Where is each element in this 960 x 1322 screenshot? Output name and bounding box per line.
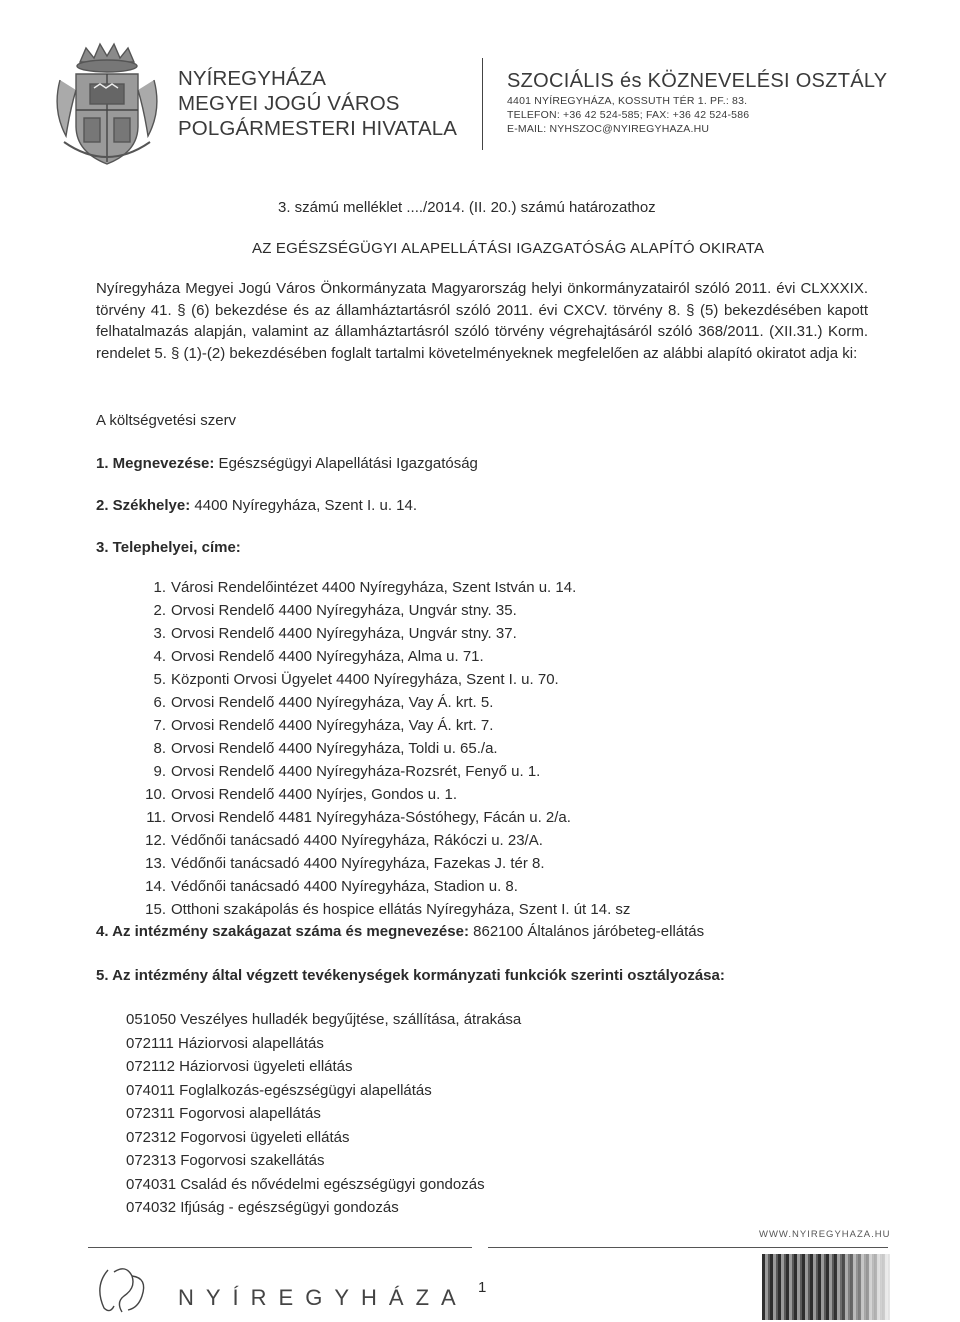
section-functions	[96, 967, 725, 984]
list-item: 072312 Fogorvosi ügyeleti ellátás	[126, 1128, 350, 1146]
website-url: WWW.NYIREGYHAZA.HU	[759, 1229, 891, 1240]
section-name	[96, 455, 478, 472]
page-number: 1	[478, 1279, 487, 1296]
item-number: 8.	[153, 740, 166, 757]
list-item	[96, 898, 630, 921]
item-text: Orvosi Rendelő 4400 Nyíregyháza, Alma u. 71.	[171, 648, 484, 665]
section-sector	[96, 923, 704, 940]
list-item: 072311 Fogorvosi alapellátás	[126, 1105, 321, 1122]
annex-reference: 3. számú melléklet ..../2014. (II. 20.) számú határozathoz	[278, 199, 656, 216]
item-text: Orvosi Rendelő 4400 Nyíregyháza, Vay Á. krt. 7.	[171, 717, 494, 734]
item-text: Orvosi Rendelő 4400 Nyírjes, Gondos u. 1.	[171, 786, 457, 803]
department-phone: TELEFON: +36 42 524-585; FAX: +36 42 524-586	[507, 109, 750, 121]
list-item	[96, 714, 630, 737]
item-number: 6.	[153, 694, 166, 711]
item-text: Védőnői tanácsadó 4400 Nyíregyháza, Rákóczi u. 23/A.	[171, 832, 543, 849]
seat-value: 4400 Nyíregyháza, Szent I. u. 14.	[190, 497, 418, 514]
section-sites	[96, 539, 241, 556]
footer-rule-right	[488, 1247, 888, 1248]
subject-heading: A költségvetési szerv	[96, 412, 237, 429]
list-item: 074011 Foglalkozás-egészségügyi alapellátás	[126, 1081, 432, 1099]
department-title: SZOCIÁLIS és KÖZNEVELÉSI OSZTÁLY	[507, 70, 888, 92]
list-item: 074031 Család és nővédelmi egészségügyi gondozás	[126, 1175, 485, 1193]
item-number: 4.	[153, 648, 166, 665]
list-item: 072313 Fogorvosi szakellátás	[126, 1152, 325, 1169]
item-number: 14.	[145, 878, 166, 895]
sites-list	[96, 576, 630, 921]
list-item	[96, 691, 630, 714]
functions-list	[126, 1008, 521, 1220]
list-item: 074032 Ifjúság - egészségügyi gondozás	[126, 1199, 399, 1216]
department-email: E-MAIL: NYHSZOC@NYIREGYHAZA.HU	[507, 123, 710, 135]
item-number: 7.	[153, 717, 166, 734]
sector-label: 4. Az intézmény szakágazat száma és megnevezése:	[96, 923, 469, 940]
item-text: Orvosi Rendelő 4400 Nyíregyháza, Ungvár stny. 35.	[171, 602, 517, 619]
item-text: Otthoni szakápolás és hospice ellátás Nyíregyháza, Szent I. út 14. sz	[171, 901, 631, 918]
org-line-3: POLGÁRMESTERI HIVATALA	[178, 117, 458, 140]
item-text: Védőnői tanácsadó 4400 Nyíregyháza, Fazekas J. tér 8.	[171, 855, 545, 872]
list-item	[96, 760, 630, 783]
intro-paragraph: Nyíregyháza Megyei Jogú Város Önkormányzata Magyarország helyi önkormányzatairól szóló 2011. évi CLXXXIX. törvény 41. § (6) bekezdése és az államháztartásról szóló 2011. évi CXCV. törvény 8. § (5) bekezdésében kapott felhatalmazás alapján, valamint az államháztartásról szóló törvény végrehajtásáról szóló 368/2011. (XII.31.) Korm. rendelet 5. § (1)-(2) bekezdésében foglalt tartalmi követelményeknek megfelelően az alábbi alapító okiratot adja ki:	[96, 280, 868, 362]
name-value: Egészségügyi Alapellátási Igazgatóság	[214, 455, 478, 472]
list-item	[96, 737, 630, 760]
list-item	[96, 576, 630, 599]
list-item	[96, 783, 630, 806]
org-line-2: MEGYEI JOGÚ VÁROS	[178, 92, 400, 115]
footer-wordmark: NYÍREGYHÁZA	[178, 1285, 468, 1310]
item-number: 2.	[153, 602, 166, 619]
department-address: 4401 NYÍREGYHÁZA, KOSSUTH TÉR 1. PF.: 83.	[507, 95, 748, 107]
list-item	[96, 645, 630, 668]
item-number: 12.	[145, 832, 166, 849]
item-text: Orvosi Rendelő 4481 Nyíregyháza-Sóstóhegy, Fácán u. 2/a.	[171, 809, 571, 826]
item-text: Védőnői tanácsadó 4400 Nyíregyháza, Stadion u. 8.	[171, 878, 518, 895]
item-text: Orvosi Rendelő 4400 Nyíregyháza, Ungvár stny. 37.	[171, 625, 517, 642]
org-line-1: NYÍREGYHÁZA	[178, 67, 327, 90]
list-item	[96, 599, 630, 622]
list-item	[96, 622, 630, 645]
list-item	[96, 875, 630, 898]
nyiregyhaza-swirl-logo-icon	[92, 1262, 154, 1316]
functions-label: 5. Az intézmény által végzett tevékenységek kormányzati funkciók szerinti osztályozása:	[96, 967, 725, 984]
sites-label: 3. Telephelyei, címe:	[96, 539, 241, 556]
department-block	[507, 69, 887, 138]
list-item: 072112 Háziorvosi ügyeleti ellátás	[126, 1058, 353, 1075]
item-text: Központi Orvosi Ügyelet 4400 Nyíregyháza, Szent I. u. 70.	[171, 671, 559, 688]
section-seat	[96, 497, 417, 514]
footer-rule-left	[88, 1247, 472, 1248]
city-coat-of-arms-icon	[50, 40, 164, 170]
organization-name	[178, 66, 457, 141]
list-item	[96, 668, 630, 691]
item-number: 15.	[145, 901, 166, 918]
list-item	[96, 806, 630, 829]
item-text: Orvosi Rendelő 4400 Nyíregyháza, Toldi u. 65./a.	[171, 740, 498, 757]
item-text: Városi Rendelőintézet 4400 Nyíregyháza, Szent István u. 14.	[171, 579, 577, 596]
item-text: Orvosi Rendelő 4400 Nyíregyháza, Vay Á. krt. 5.	[171, 694, 494, 711]
item-number: 11.	[146, 809, 166, 826]
name-label: 1. Megnevezése:	[96, 455, 215, 472]
document-title: AZ EGÉSZSÉGÜGYI ALAPELLÁTÁSI IGAZGATÓSÁG ALAPÍTÓ OKIRATA	[252, 240, 765, 257]
list-item: 051050 Veszélyes hulladék begyűjtése, szállítása, átrakása	[126, 1011, 522, 1028]
item-number: 1.	[153, 579, 166, 596]
item-number: 9.	[153, 763, 166, 780]
list-item	[96, 829, 630, 852]
footer-pattern	[762, 1254, 890, 1320]
item-number: 3.	[153, 625, 166, 642]
header-divider	[482, 58, 483, 150]
sector-value: 862100 Általános járóbeteg-ellátás	[468, 923, 705, 940]
item-number: 13.	[145, 855, 166, 872]
item-text: Orvosi Rendelő 4400 Nyíregyháza-Rozsrét, Fenyő u. 1.	[171, 763, 541, 780]
seat-label: 2. Székhelye:	[96, 497, 191, 514]
item-number: 5.	[153, 671, 166, 688]
item-number: 10.	[145, 786, 166, 803]
list-item	[96, 852, 630, 875]
list-item: 072111 Háziorvosi alapellátás	[126, 1034, 324, 1052]
